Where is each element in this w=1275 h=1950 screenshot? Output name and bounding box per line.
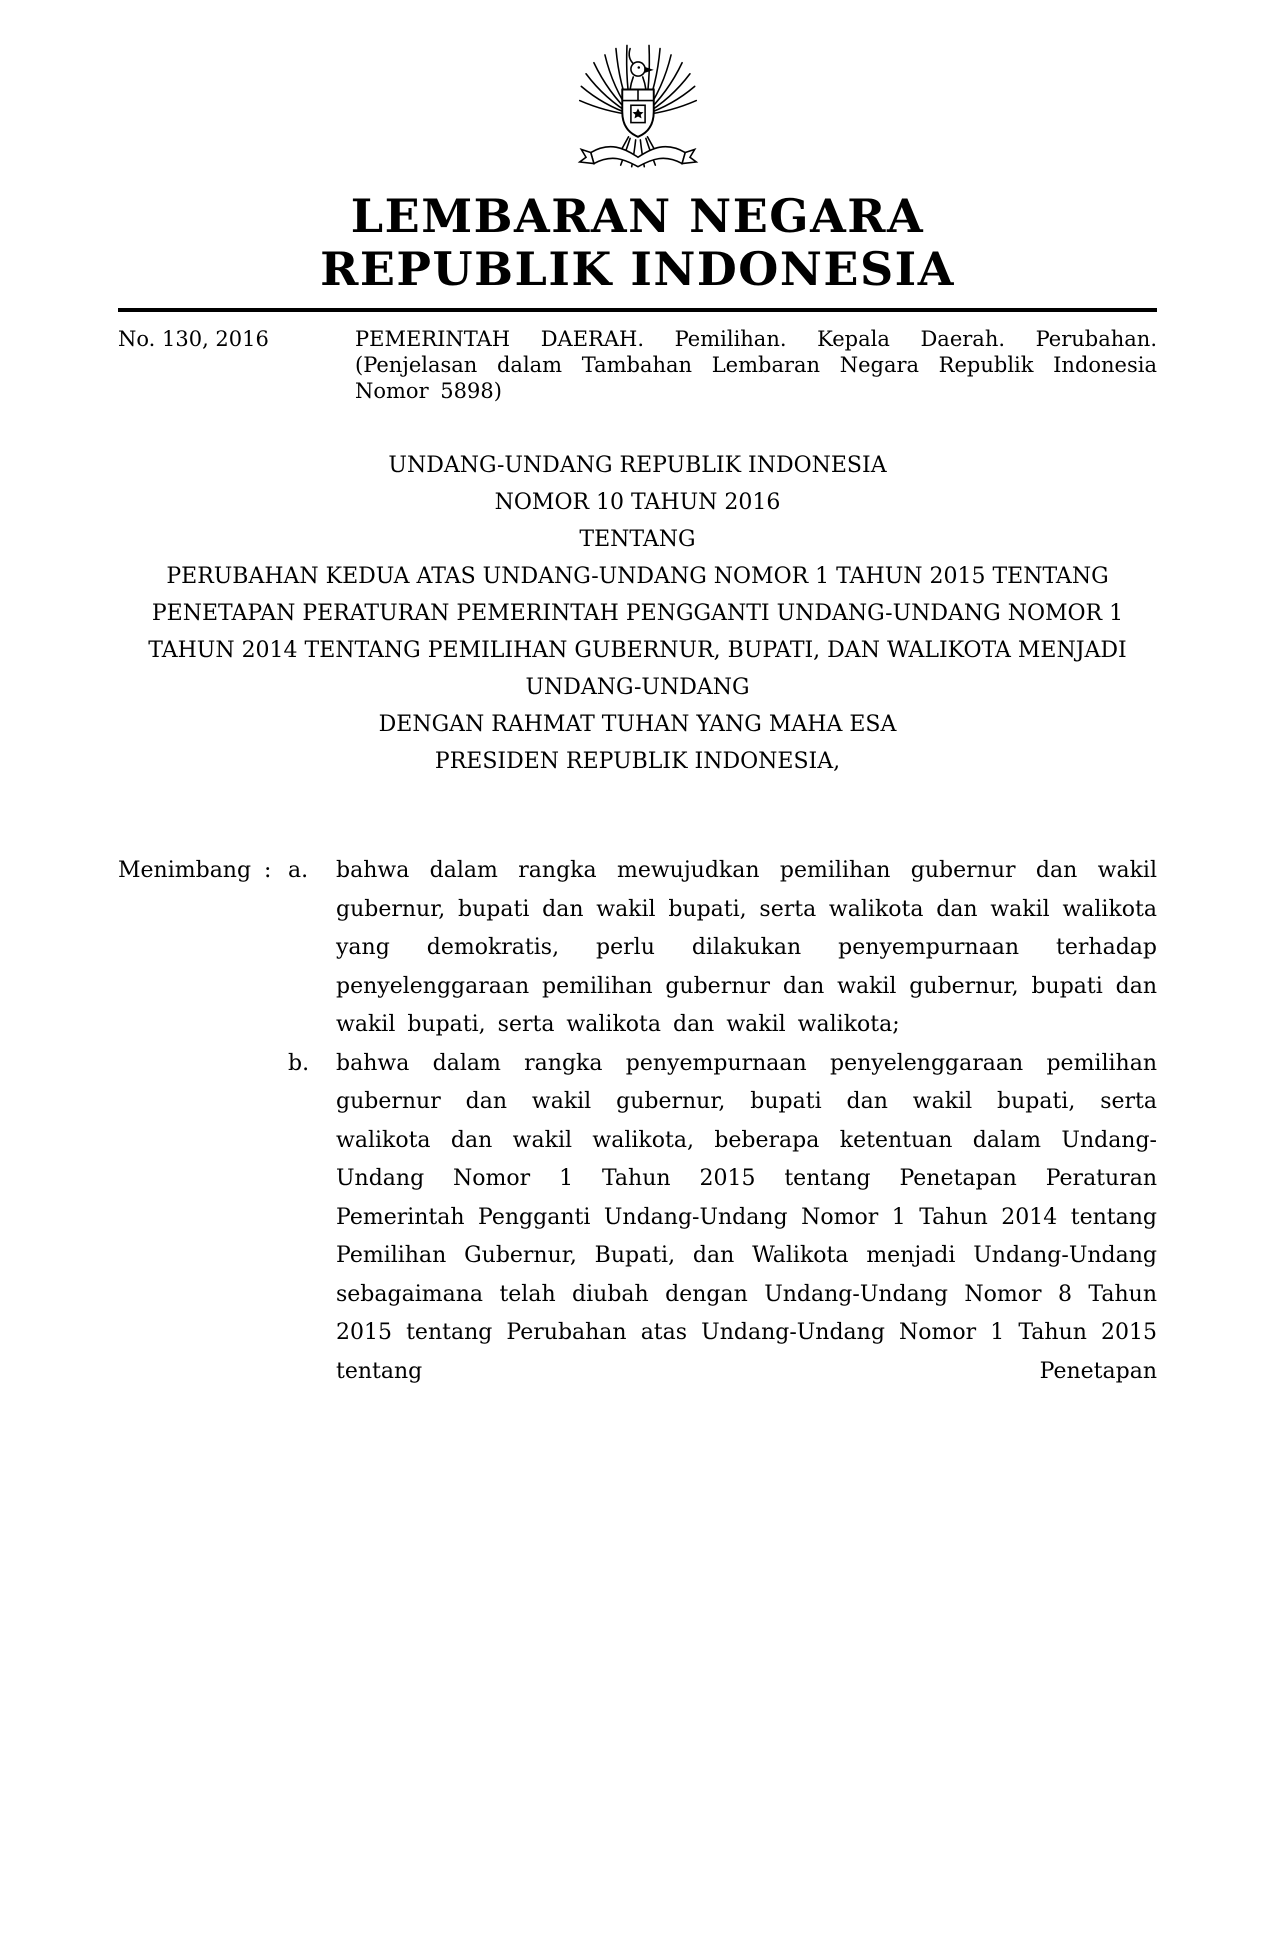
garuda-pancasila-emblem-icon (575, 40, 701, 184)
considerations-grid (118, 852, 1157, 1391)
masthead-rule (118, 308, 1157, 312)
law-title-line-4: PERUBAHAN KEDUA ATAS UNDANG-UNDANG NOMOR 1 TAHUN 2015 TENTANG PENETAPAN PERATURAN PEMERINTAH PENGGANTI UNDANG-UNDANG NOMOR 1 TAHUN 2014 TENTANG PEMILIHAN GUBERNUR, BUPATI, DAN WALIKOTA MENJADI UNDANG-UNDANG (148, 563, 1127, 700)
law-title-line-3: TENTANG (579, 526, 696, 552)
subject-abstract: PEMERINTAH DAERAH. Pemilihan. Kepala Daerah. Perubahan. (Penjelasan dalam Tambahan Lembaran Negara Republik Indonesia Nomor 5898) (355, 326, 1157, 403)
consideration-item-text-b: bahwa dalam rangka penyempurnaan penyelenggaraan pemilihan gubernur dan wakil gubernur, bupati dan wakil bupati, serta walikota dan wakil walikota, beberapa ketentuan dalam Undang-Undang Nomor 1 Tahun 2015 tentang Penetapan Peraturan Pemerintah Pengganti Undang-Undang Nomor 1 Tahun 2014 tentang Pemilihan Gubernur, Bupati, dan Walikota menjadi Undang-Undang sebagaimana telah diubah dengan Undang-Undang Nomor 8 Tahun 2015 tentang Perubahan atas Undang-Undang Nomor 1 Tahun 2015 tentang Penetapan (336, 1050, 1157, 1384)
invocation-line: DENGAN RAHMAT TUHAN YANG MAHA ESA (378, 711, 897, 737)
law-title-line-2: NOMOR 10 TAHUN 2016 (494, 489, 781, 515)
emblem-container (118, 40, 1157, 184)
consideration-item-marker-a: a. (288, 858, 309, 884)
issue-number: No. 130, 2016 (118, 326, 269, 351)
consideration-item-marker-b: b. (288, 1050, 310, 1076)
masthead-area (118, 40, 1157, 312)
considerations-spacer (118, 1045, 288, 1392)
consideration-item-text-a: bahwa dalam rangka mewujudkan pemilihan gubernur dan wakil gubernur, bupati dan wakil bupati, serta walikota dan wakil walikota yang demokratis, perlu dilakukan penyempurnaan terhadap penyelenggaraan pemilihan gubernur dan wakil gubernur, bupati dan wakil bupati, serta walikota dan wakil walikota; (336, 858, 1157, 1038)
masthead-line-2: REPUBLIK INDONESIA (320, 241, 955, 296)
law-title-line-1: UNDANG-UNDANG REPUBLIK INDONESIA (388, 452, 887, 478)
salutation-line: PRESIDEN REPUBLIK INDONESIA, (434, 748, 841, 774)
considerations-section (118, 852, 1157, 1391)
masthead-line-1: LEMBARAN NEGARA (350, 189, 925, 243)
considerations-label: Menimbang (118, 858, 252, 884)
issue-header (118, 326, 1157, 404)
law-title-block (118, 448, 1157, 781)
considerations-colon: : (264, 858, 272, 884)
masthead-title (118, 190, 1157, 296)
